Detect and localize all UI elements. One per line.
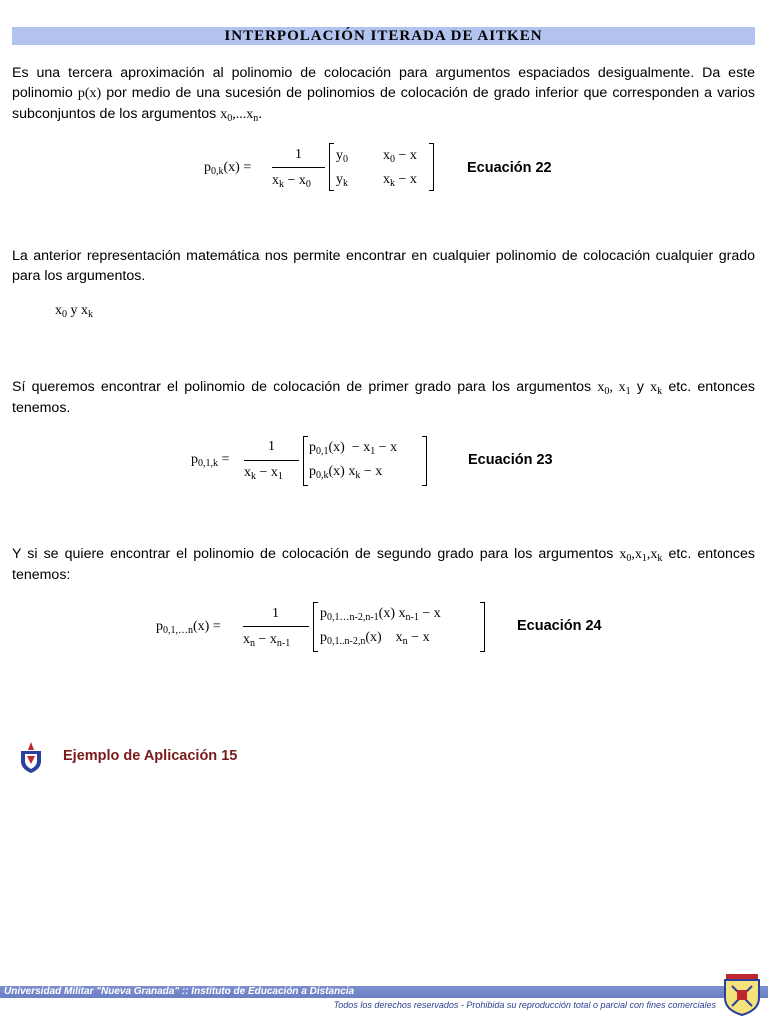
university-crest-icon [722,972,762,1016]
footer-copyright: Todos los derechos reservados - Prohibida su reproducción total o parcial con fines comerciales [333,1000,716,1010]
math-x0-y-xk: $x_0$ y $x_k$ [55,303,93,320]
footer-bar: Universidad Militar "Nueva Granada" :: Instituto de Educación a Distancia [0,986,768,998]
example-link[interactable]: Ejemplo de Aplicación 15 [63,748,238,764]
equation-23: $p_{0,1,k}$ = 1 $x_k - x_1$ $p_{0,1}(x) - x_1 - x$ $p_{0,k}(x) x_k - x$ [0,0,768,1024]
equation-23-label: Ecuación 23 [468,452,553,468]
shield-crest-icon[interactable] [18,742,44,774]
paragraph-2: La anterior representación matemática nos permite encontrar en cualquier polinomio de colocación cualquier grado para los argumentos. [12,248,755,284]
intro-paragraph: Es una tercera aproximación al polinomio de colocación para argumentos espaciados desigualmente. Da este polinomio p(x) por medio de una sucesión de polinomios de colocación de grado inferior que corresponden a varios subconjuntos de los argumentos $x_0,...x_n$. [12,65,755,124]
math-x0-xn: $x_0,...x_n$ [220,107,259,124]
equation-22: $p_{0,k}(x)$ = 1 $x_k - x_0$ $y_0$ $x_0 - x$ $y_k$ $x_k - x$ [0,0,768,1024]
equation-24-label: Ecuación 24 [517,618,602,634]
paragraph-4: Y si se quiere encontrar el polinomio de colocación de segundo grado para los argumentos $x_0,x_1,x_k$ etc. entonces tenemos: [12,546,755,583]
equation-24: $p_{0,1,\dots n}(x)$ = 1 $x_n - x_{n-1}$ $p_{0,1\dots n-2,n-1}(x) x_{n-1} - x$ $p_{0,1..n-2,n}(x)$ $x_n - x$ [0,0,768,1024]
math-px: p(x) [77,86,102,101]
equation-22-label: Ecuación 22 [467,160,552,176]
page-title: INTERPOLACIÓN ITERADA DE AITKEN [12,27,755,45]
paragraph-3: Sí queremos encontrar el polinomio de colocación de primer grado para los argumentos $x_0$, $x_1$ y $x_k$ etc. entonces tenemos. [12,379,755,416]
